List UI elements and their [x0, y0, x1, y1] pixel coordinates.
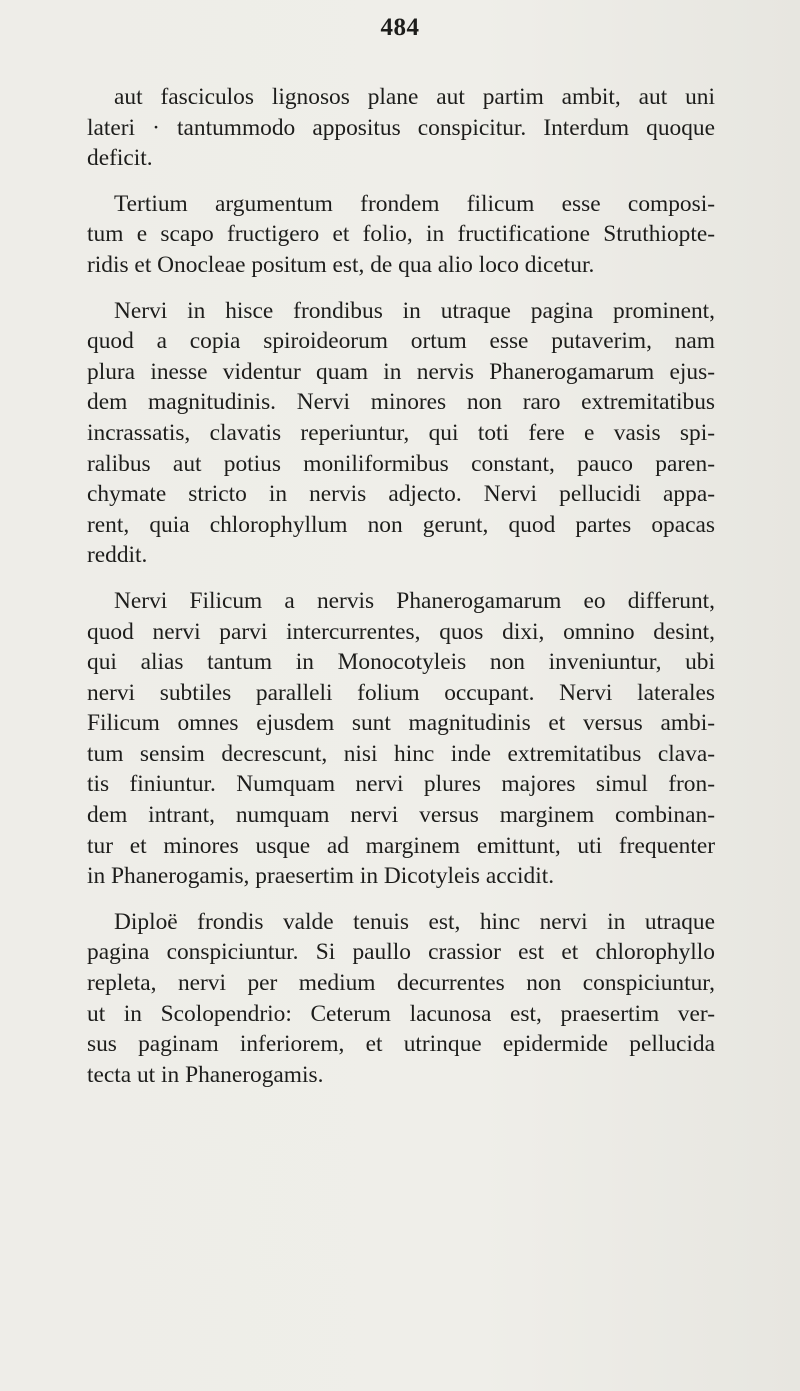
text-line: quod nervi parvi intercurrentes, quos dixi, omnino desint, [87, 618, 715, 645]
paragraph [87, 907, 715, 1091]
text-line: aut fasciculos lignosos plane aut partim ambit, aut uni [114, 84, 715, 110]
text-line: repleta, nervi per medium decurrentes non conspiciuntur, [87, 970, 715, 997]
text-line: Diploë frondis valde tenuis est, hinc nervi in utraque [114, 908, 715, 935]
text-line: sus paginam inferiorem, et utrinque epidermide pellucida [87, 1031, 715, 1058]
text-line: lateri · tantummodo appositus conspicitur. Interdum quoque [87, 114, 715, 141]
text-line: plura inesse videntur quam in nervis Phanerogamarum ejus- [87, 358, 715, 385]
text-line: incrassatis, clavatis reperiuntur, qui toti fere e vasis spi- [87, 419, 715, 446]
paragraph [87, 189, 715, 281]
text-line: tur et minores usque ad marginem emittunt, uti frequenter [87, 832, 715, 859]
text-line: qui alias tantum in Monocotyleis non inveniuntur, ubi [87, 649, 715, 676]
paragraph [87, 296, 715, 571]
text-line: Filicum omnes ejusdem sunt magnitudinis et versus ambi- [87, 710, 715, 737]
text-line: quod a copia spiroideorum ortum esse putaverim, nam [87, 328, 715, 355]
text-line: dem magnitudinis. Nervi minores non raro extremitatibus [87, 389, 715, 416]
text-line: nervi subtiles paralleli folium occupant. Nervi laterales [87, 679, 715, 706]
text-line: Tertium argumentum frondem filicum esse composi- [114, 190, 715, 217]
text-line: Nervi Filicum a nervis Phanerogamarum eo differunt, [114, 587, 715, 614]
text-line: ut in Scolopendrio: Ceterum lacunosa est, praesertim ver- [87, 1000, 715, 1027]
text-line: deficit. [87, 145, 153, 172]
text-line: tum e scapo fructigero et folio, in fructificatione Struthiopte- [87, 221, 715, 248]
text-line: chymate stricto in nervis adjecto. Nervi pellucidi appa- [87, 481, 715, 508]
text-line: tis finiuntur. Numquam nervi plures majores simul fron- [87, 771, 715, 798]
text-line: rent, quia chlorophyllum non gerunt, quod partes opacas [87, 511, 715, 538]
page-number: 484 [380, 14, 420, 41]
text-line: in Phanerogamis, praesertim in Dicotyleis accidit. [87, 863, 555, 890]
text-line: ridis et Onocleae positum est, de qua alio loco dicetur. [87, 251, 595, 278]
text-line: dem intrant, numquam nervi versus marginem combinan- [87, 802, 715, 829]
body-text [87, 82, 715, 1105]
text-line: Nervi in hisce frondibus in utraque pagina prominent, [114, 297, 715, 324]
text-line: pagina conspiciuntur. Si paullo crassior est et chlorophyllo [87, 939, 715, 966]
text-line: ralibus aut potius moniliformibus constant, pauco paren- [87, 450, 715, 477]
paragraph [87, 586, 715, 892]
text-line: tum sensim decrescunt, nisi hinc inde extremitatibus clava- [87, 740, 715, 767]
text-line: reddit. [87, 542, 148, 569]
text-line: tecta ut in Phanerogamis. [87, 1061, 324, 1088]
paragraph [87, 82, 715, 174]
